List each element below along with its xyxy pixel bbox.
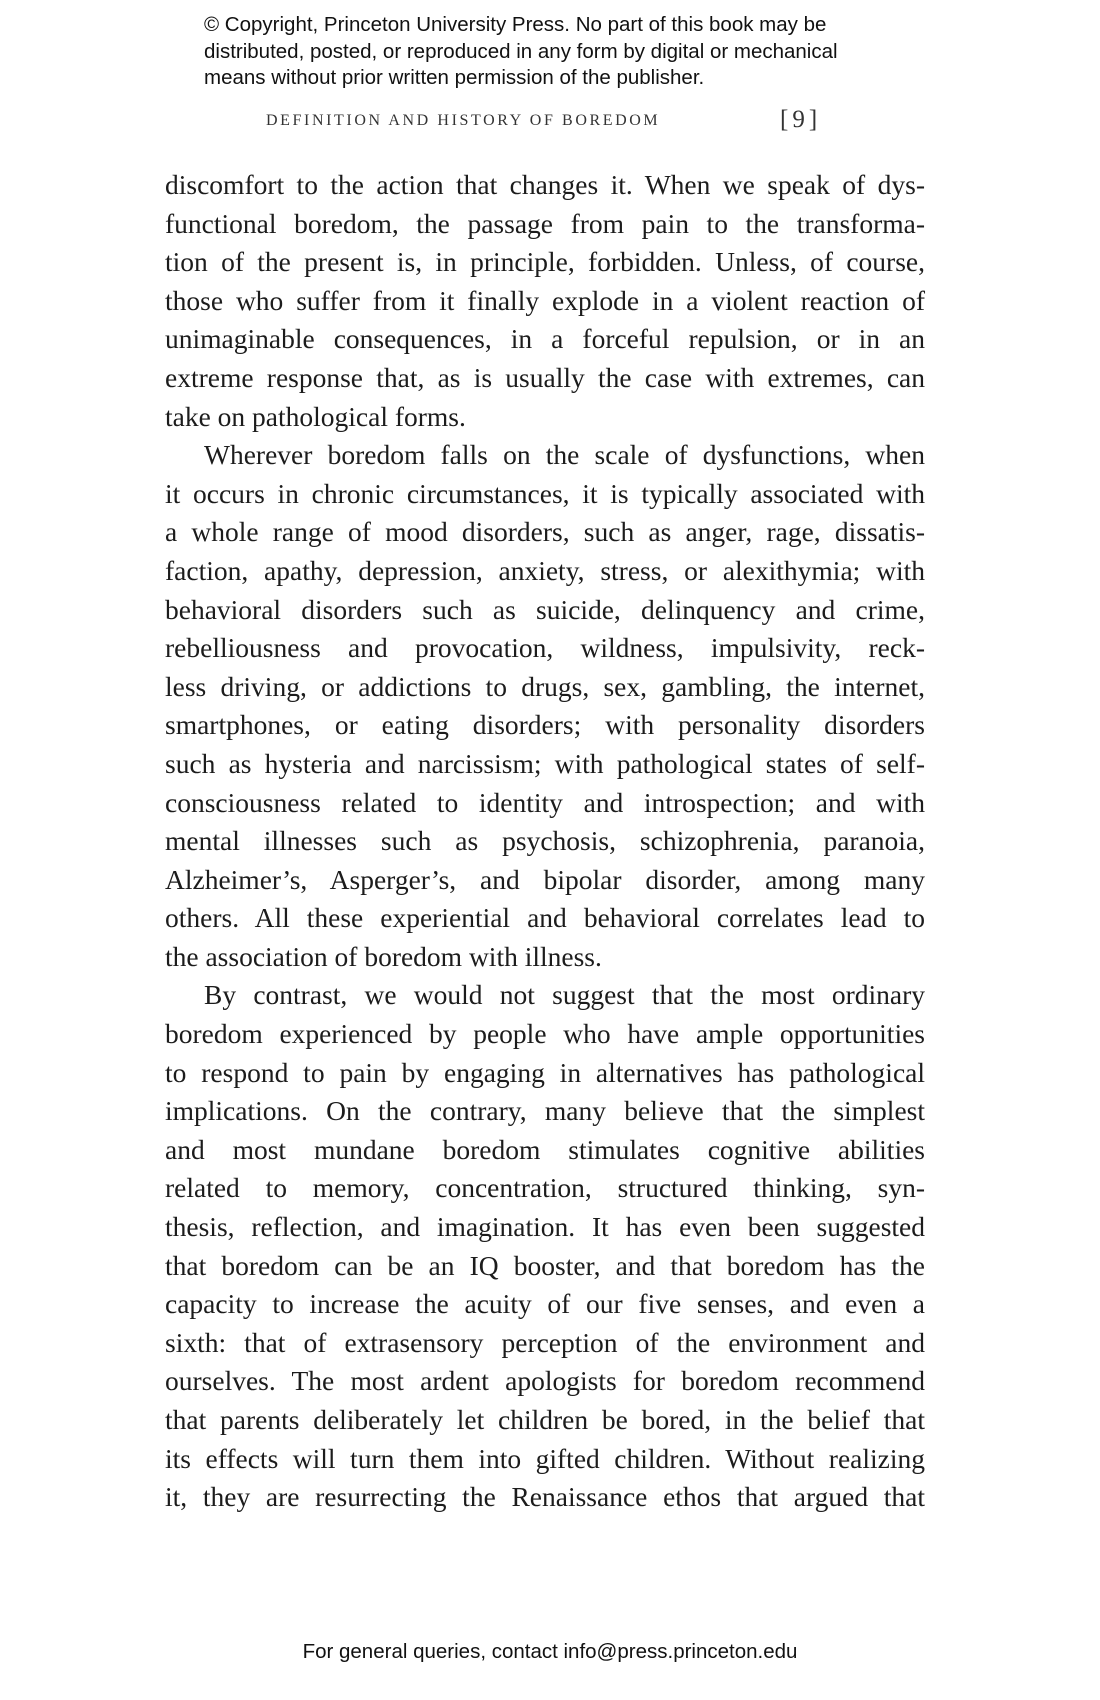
paragraph-3 <box>165 976 925 1516</box>
copyright-line: distributed, posted, or reproduced in any form by digital or mechanical <box>204 39 838 63</box>
text-line: the association of boredom with illness. <box>165 940 602 972</box>
text-line: extreme response that, as is usually the case with extremes, can <box>165 361 925 393</box>
text-line: implications. On the contrary, many believe that the simplest <box>165 1095 925 1127</box>
text-line: thesis, reflection, and imagination. It has even been suggested <box>165 1211 925 1243</box>
text-line: discomfort to the action that changes it. When we speak of dys- <box>165 169 925 200</box>
text-line: boredom experienced by people who have ample opportunities <box>165 1018 925 1050</box>
copyright-line: means without prior written permission of the publisher. <box>204 66 705 89</box>
text-line: Wherever boredom falls on the scale of dysfunctions, when <box>204 439 925 471</box>
text-line: its effects will turn them into gifted children. Without realizing <box>165 1442 925 1474</box>
text-line: take on pathological forms. <box>165 400 466 432</box>
text-line: ourselves. The most ardent apologists for boredom recommend <box>165 1365 925 1397</box>
text-line: such as hysteria and narcissism; with pathological states of self- <box>165 747 925 779</box>
paragraph-1 <box>165 166 925 436</box>
text-line: consciousness related to identity and introspection; and with <box>165 786 925 818</box>
text-line: and most mundane boredom stimulates cognitive abilities <box>165 1133 925 1165</box>
text-line: tion of the present is, in principle, forbidden. Unless, of course, <box>165 246 925 278</box>
text-line: that boredom can be an IQ booster, and that boredom has the <box>165 1249 925 1281</box>
text-line: behavioral disorders such as suicide, delinquency and crime, <box>165 593 925 625</box>
text-line: capacity to increase the acuity of our five senses, and even a <box>165 1288 925 1320</box>
text-line: that parents deliberately let children be bored, in the belief that <box>165 1404 925 1435</box>
text-line: others. All these experiential and behavioral correlates lead to <box>165 902 925 934</box>
text-line: By contrast, we would not suggest that the most ordinary <box>204 979 925 1011</box>
body-text <box>165 166 925 1517</box>
text-line: mental illnesses such as psychosis, schizophrenia, paranoia, <box>165 825 925 857</box>
text-line: it, they are resurrecting the Renaissance ethos that argued that <box>165 1481 925 1513</box>
text-line: sixth: that of extrasensory perception of the environment and <box>165 1326 925 1358</box>
running-head: DEFINITION AND HISTORY OF BOREDOM <box>266 112 661 129</box>
text-line: related to memory, concentration, structured thinking, syn- <box>165 1172 925 1204</box>
text-line: less driving, or addictions to drugs, sex, gambling, the internet, <box>165 670 925 702</box>
text-line: Alzheimer’s, Asperger’s, and bipolar disorder, among many <box>165 863 925 895</box>
text-line: to respond to pain by engaging in alternatives has pathological <box>165 1056 925 1088</box>
copyright-line: © Copyright, Princeton University Press. No part of this book may be <box>204 13 827 36</box>
text-line: it occurs in chronic circumstances, it is typically associated with <box>165 477 925 509</box>
footer-contact: For general queries, contact info@press.princeton.edu <box>302 1640 798 1663</box>
text-line: unimaginable consequences, in a forceful repulsion, or in an <box>165 323 925 355</box>
text-line: those who suffer from it finally explode in a violent reaction of <box>165 284 925 316</box>
copyright-notice <box>204 12 964 92</box>
text-line: faction, apathy, depression, anxiety, stress, or alexithymia; with <box>165 554 925 586</box>
text-line: functional boredom, the passage from pain to the transforma- <box>165 207 925 239</box>
text-line: a whole range of mood disorders, such as anger, rage, dissatis- <box>165 516 925 548</box>
text-line: smartphones, or eating disorders; with personality disorders <box>165 709 925 741</box>
text-line: rebelliousness and provocation, wildness, impulsivity, reck- <box>165 632 925 664</box>
paragraph-2 <box>165 436 925 976</box>
page-number: [9] <box>780 106 822 133</box>
